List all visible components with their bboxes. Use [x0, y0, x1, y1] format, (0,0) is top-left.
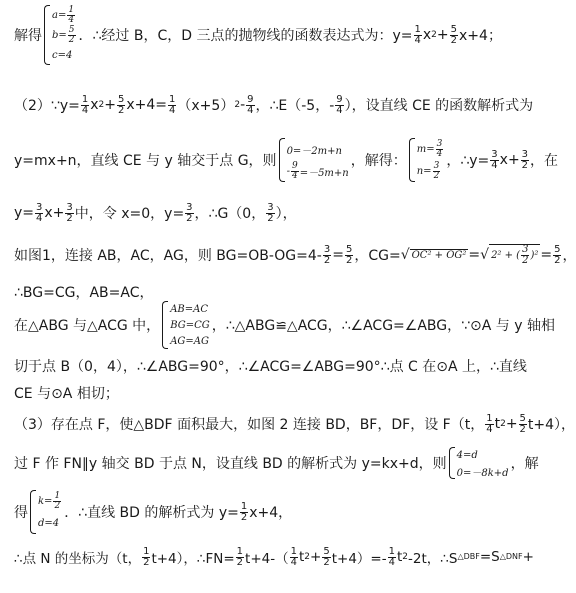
equation-system: a= $\frac{1}{4}$ b= $\frac{5}{2}$ c=4 [44, 5, 77, 65]
square-root: √ OC² + OG² [400, 247, 467, 263]
fraction: $\frac{1}{2}$ [240, 500, 248, 523]
fraction: $\frac{9}{4}$ [336, 93, 343, 116]
left-brace [30, 490, 36, 534]
fraction: $\frac{3}{2}$ [66, 201, 73, 224]
line-5: 如图1，连接 AB，AC，AG，则 BG=OB-OG=4- $\frac{3}{2}$ = $\frac{5}{2}$ ，CG= √ OC² + OG² = √ 2² + ( $\frac{3}{2}$ )² = $\frac{5}{2}$ ， [14, 243, 576, 266]
line-11: 过 F 作 FN∥y 轴交 BD 于点 N，设直线 BD 的解析式为 y=kx+d，则 4=d 0=－8k+d ，解 [14, 446, 515, 480]
left-brace [279, 138, 285, 182]
line-2: （2）∵y= $\frac{1}{4}$ x 2 + $\frac{5}{2}$ x+4= $\frac{1}{4}$ （x+5） 2 - $\frac{9}{4}$ ，∴E（-5，- $\frac{9}{4}$ ），设直线 CE 的函数解析式为 [14, 93, 534, 116]
line-12: 得 k= $\frac{1}{2}$ d=4 ．∴直线 BD 的解析式为 y= $\frac{1}{2}$ x+4， [14, 489, 515, 535]
fraction: $\frac{1}{4}$ [169, 93, 176, 116]
fraction: $\frac{1}{4}$ [414, 23, 421, 46]
fraction: $\frac{5}{2}$ [323, 545, 330, 568]
fraction: $\frac{1}{4}$ [486, 412, 493, 435]
fraction: $\frac{9}{4}$ [247, 93, 254, 116]
left-brace [44, 5, 50, 65]
fraction: $\frac{5}{2}$ [554, 243, 561, 266]
left-brace [162, 301, 168, 349]
fraction: $\frac{3}{4}$ [36, 201, 43, 224]
line-7: 在△ABG 与△ACG 中， AB=AC BG=CG AG=AG ，∴△ABG≌△ACG，∴∠ACG=∠ABG，∵⊙A 与 y 轴相 [14, 300, 515, 350]
fraction: $\frac{3}{2}$ [323, 243, 331, 266]
equation-system: m= $\frac{3}{4}$ n= $\frac{3}{2}$ [409, 138, 445, 182]
line-9: CE 与⊙A 相切； [14, 386, 119, 402]
fraction: $\frac{5}{2}$ [519, 412, 526, 435]
left-brace [409, 138, 415, 182]
equation-system: 4=d 0=－8k+d [449, 447, 509, 479]
line-1: 解得 a= $\frac{1}{4}$ b= $\frac{5}{2}$ c=4 ．∴经过 B，C，D 三点的抛物线的函数表达式为：y= $\frac{1}{4}$ x 2 + $\frac{5}{2}$ x+4； [14, 4, 515, 66]
fraction: $\frac{1}{4}$ [388, 545, 395, 568]
line-3: y=mx+n，直线 CE 与 y 轴交于点 G，则 0=－2m+n - $\frac{9}{4}$ =－5m+n ，解得： m= $\frac{3}{4}$ n= $\frac{3}{2}$ ，∴y= $\frac{3}{4}$ x+ $\frac{3}{2}$ ，在 [14, 138, 559, 181]
square-root: √ 2² + ( $\frac{3}{2}$ )² [480, 244, 539, 266]
fraction: $\frac{1}{2}$ [236, 545, 244, 568]
fraction: $\frac{3}{2}$ [267, 201, 274, 224]
line-8: 切于点 B（0，4），∴∠ABG=90°，∴∠ACG=∠ABG=90°∴点 C 在⊙A 上，∴直线 [14, 359, 527, 375]
fraction: $\frac{3}{4}$ [491, 148, 498, 171]
equation-system: AB=AC BG=CG AG=AG [162, 301, 210, 349]
text: 解得 [14, 28, 42, 44]
left-brace [449, 447, 455, 479]
equation-system: 0=－2m+n - $\frac{9}{4}$ =－5m+n [279, 138, 349, 182]
fraction: $\frac{3}{2}$ [521, 148, 529, 171]
fraction: $\frac{1}{2}$ [143, 545, 150, 568]
line-13: ∴点 N 的坐标为（t， $\frac{1}{2}$ t+4），∴FN= $\frac{1}{2}$ t+4-（ $\frac{1}{4}$ t 2 + $\frac{5}{2}$ t+4）=- $\frac{1}{4}$ t 2 -2t，∴S △DBF =S △DNF + [14, 545, 534, 568]
fraction: $\frac{1}{4}$ [290, 545, 297, 568]
fraction: $\frac{5}{2}$ [450, 23, 458, 46]
fraction: $\frac{1}{4}$ [81, 93, 89, 116]
fraction: $\frac{5}{2}$ [345, 243, 353, 266]
line-10: （3）存在点 F，使△BDF 面积最大，如图 2 连接 BD，BF，DF，设 F（t， $\frac{1}{4}$ t 2 + $\frac{5}{2}$ t+4）， [14, 412, 576, 435]
fraction: $\frac{3}{2}$ [186, 201, 193, 224]
fraction: $\frac{5}{2}$ [117, 93, 125, 116]
line-4: y= $\frac{3}{4}$ x+ $\frac{3}{2}$ 中，令 x=0，y= $\frac{3}{2}$ ，∴G（0， $\frac{3}{2}$ ）， [14, 201, 297, 224]
equation-system: k= $\frac{1}{2}$ d=4 [30, 490, 62, 534]
line-6: ∴BG=CG，AB=AC， [14, 285, 154, 301]
text: ．∴经过 B，C，D 三点的抛物线的函数表达式为：y= [78, 28, 413, 44]
